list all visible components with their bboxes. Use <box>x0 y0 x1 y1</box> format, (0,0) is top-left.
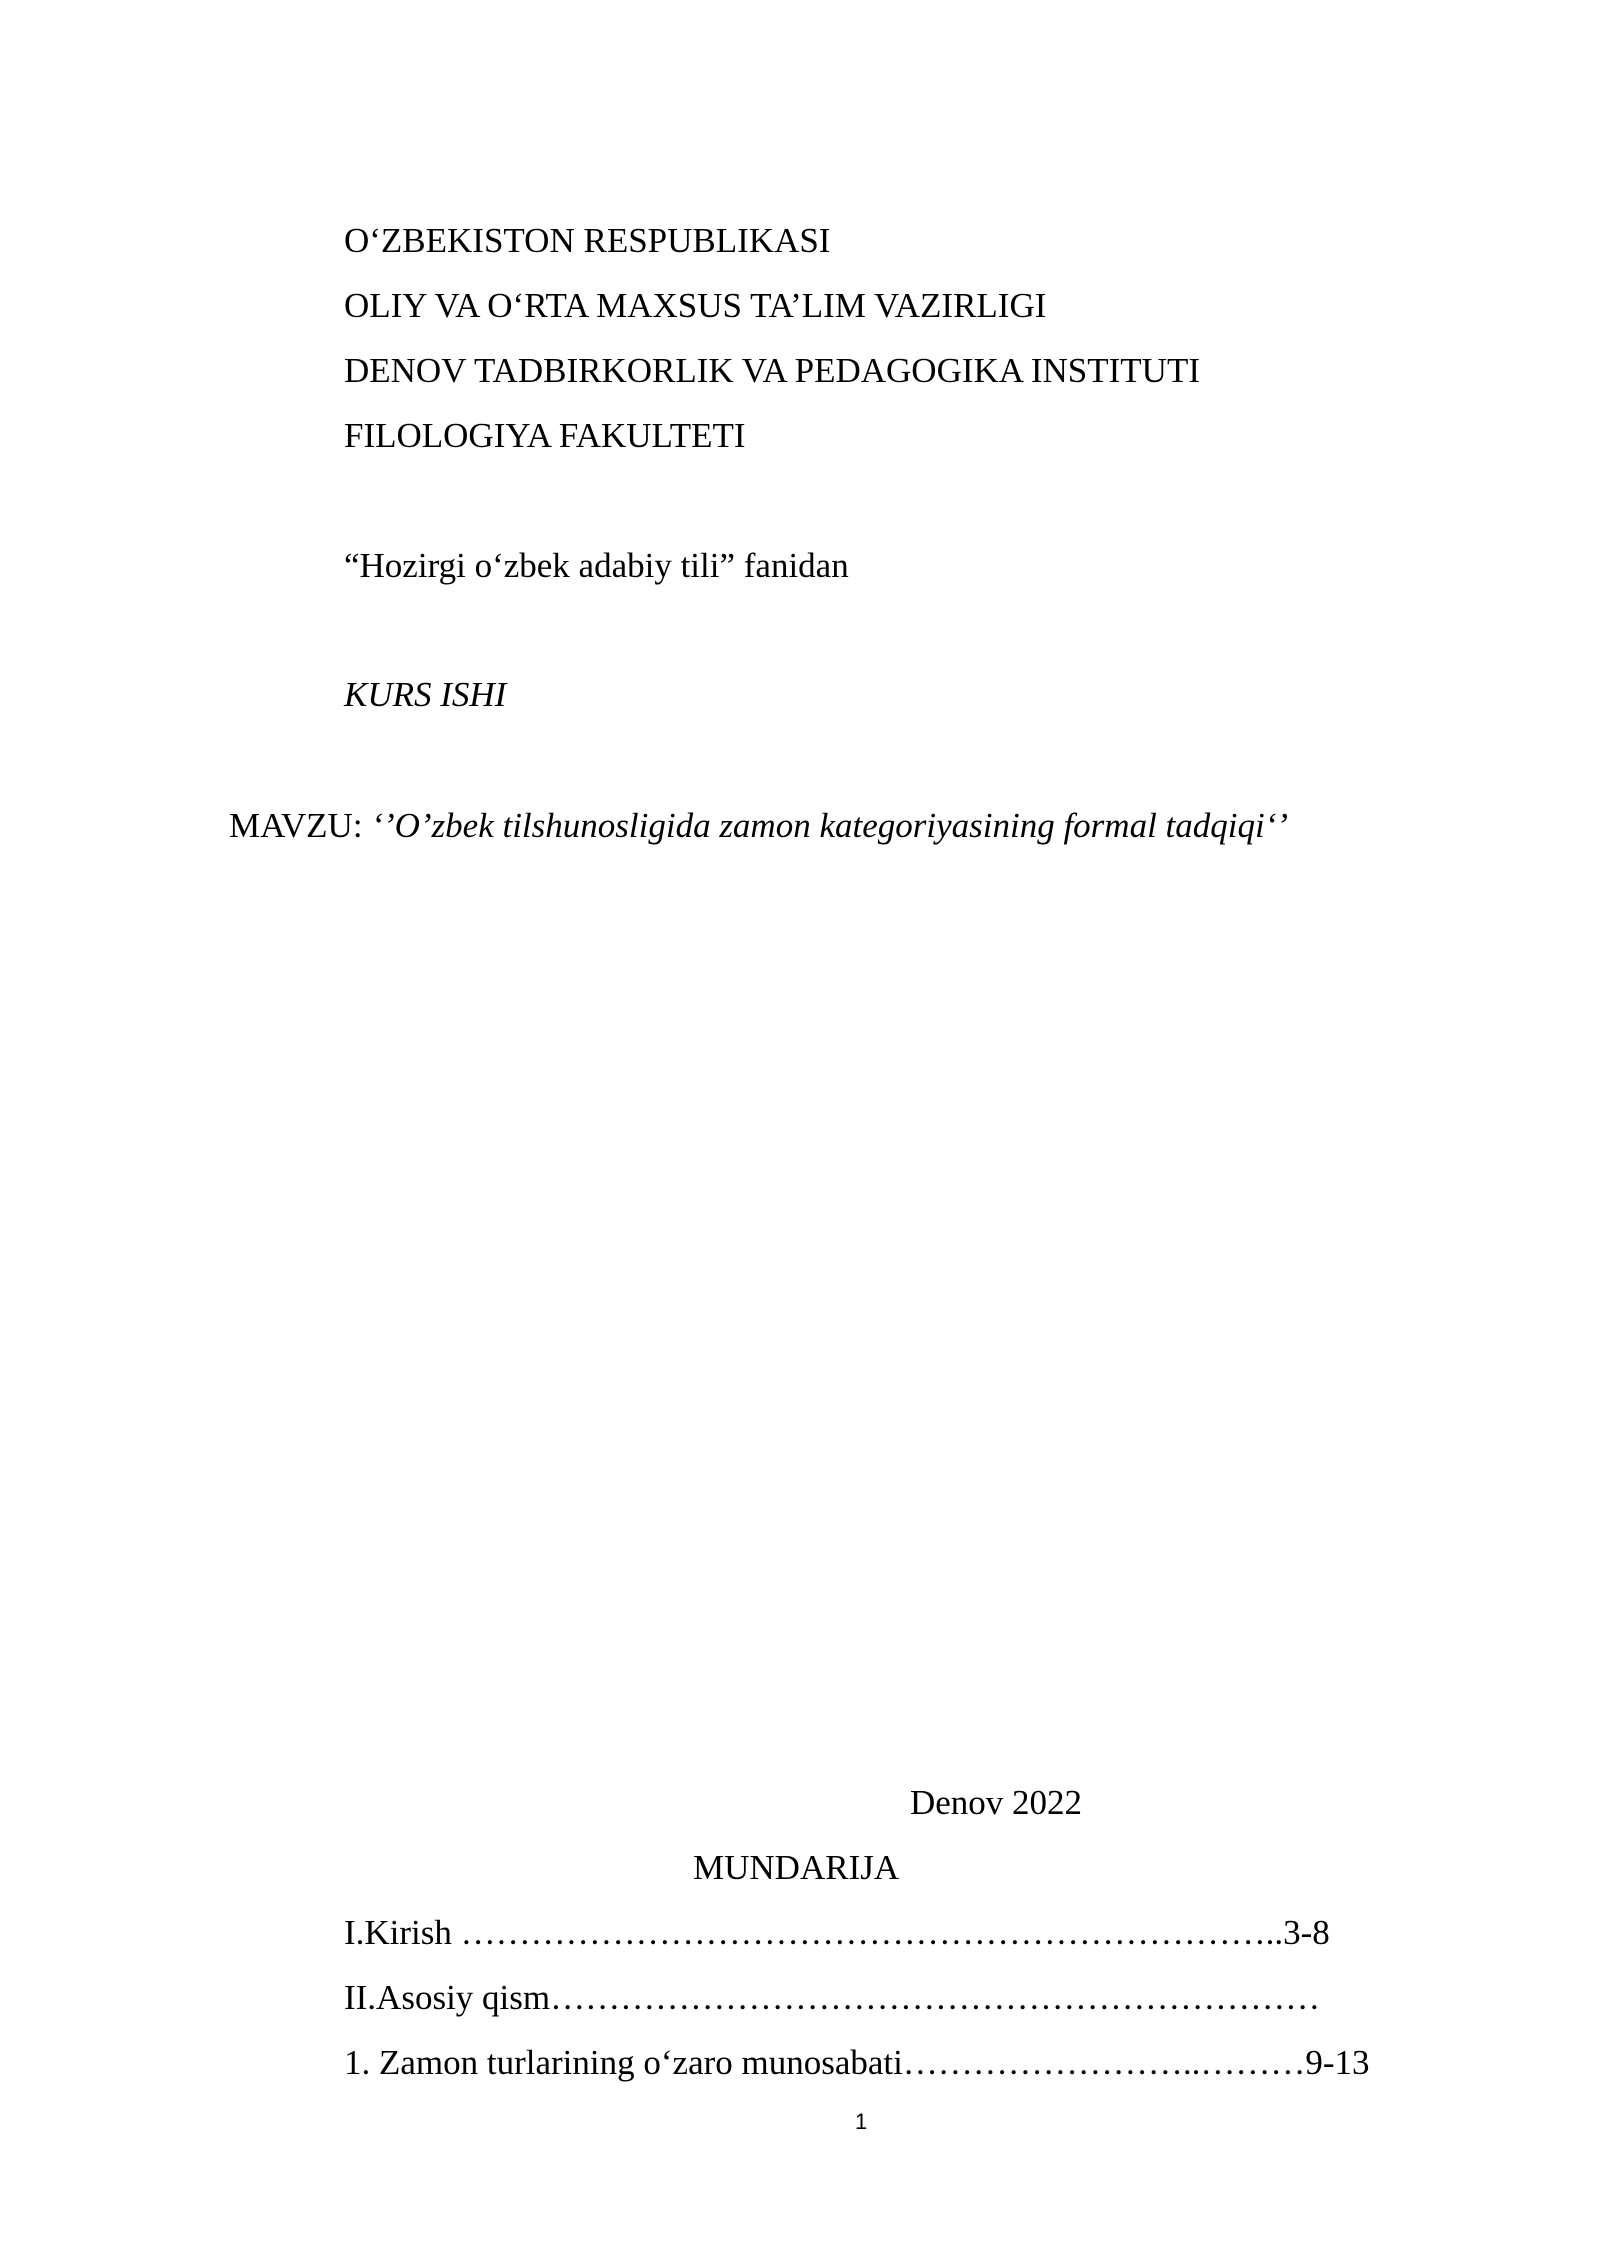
header-ministry: OLIY VA O‘RTA MAXSUS TA’LIM VAZIRLIGI <box>344 286 1047 325</box>
contents-heading: MUNDARIJA <box>693 1848 900 1887</box>
header-institute: DENOV TADBIRKORLIK VA PEDAGOGIKA INSTITUTI <box>344 351 1200 390</box>
work-type: KURS ISHI <box>344 675 507 714</box>
place-year: Denov 2022 <box>910 1783 1083 1822</box>
topic-line <box>229 804 1288 848</box>
topic-label: MAVZU: <box>229 806 372 845</box>
contents-item[interactable]: II.Asosiy qism………………………………………………………… <box>344 1978 1321 2017</box>
contents-item[interactable]: I.Kirish ……………………………………………………………..3-8 <box>344 1913 1330 1952</box>
page-number: 1 <box>855 2109 868 2134</box>
topic-title: ‘’O’zbek tilshunosligida zamon kategoriyasining formal tadqiqi‘’ <box>371 806 1289 845</box>
contents-item[interactable]: 1. Zamon turlarining o‘zaro munosabati……………………..………9-13 <box>344 2043 1370 2082</box>
header-faculty: FILOLOGIYA FAKULTETI <box>344 416 746 455</box>
subject-line: “Hozirgi o‘zbek adabiy tili” fanidan <box>344 546 849 585</box>
header-republic: O‘ZBEKISTON RESPUBLIKASI <box>344 221 831 260</box>
